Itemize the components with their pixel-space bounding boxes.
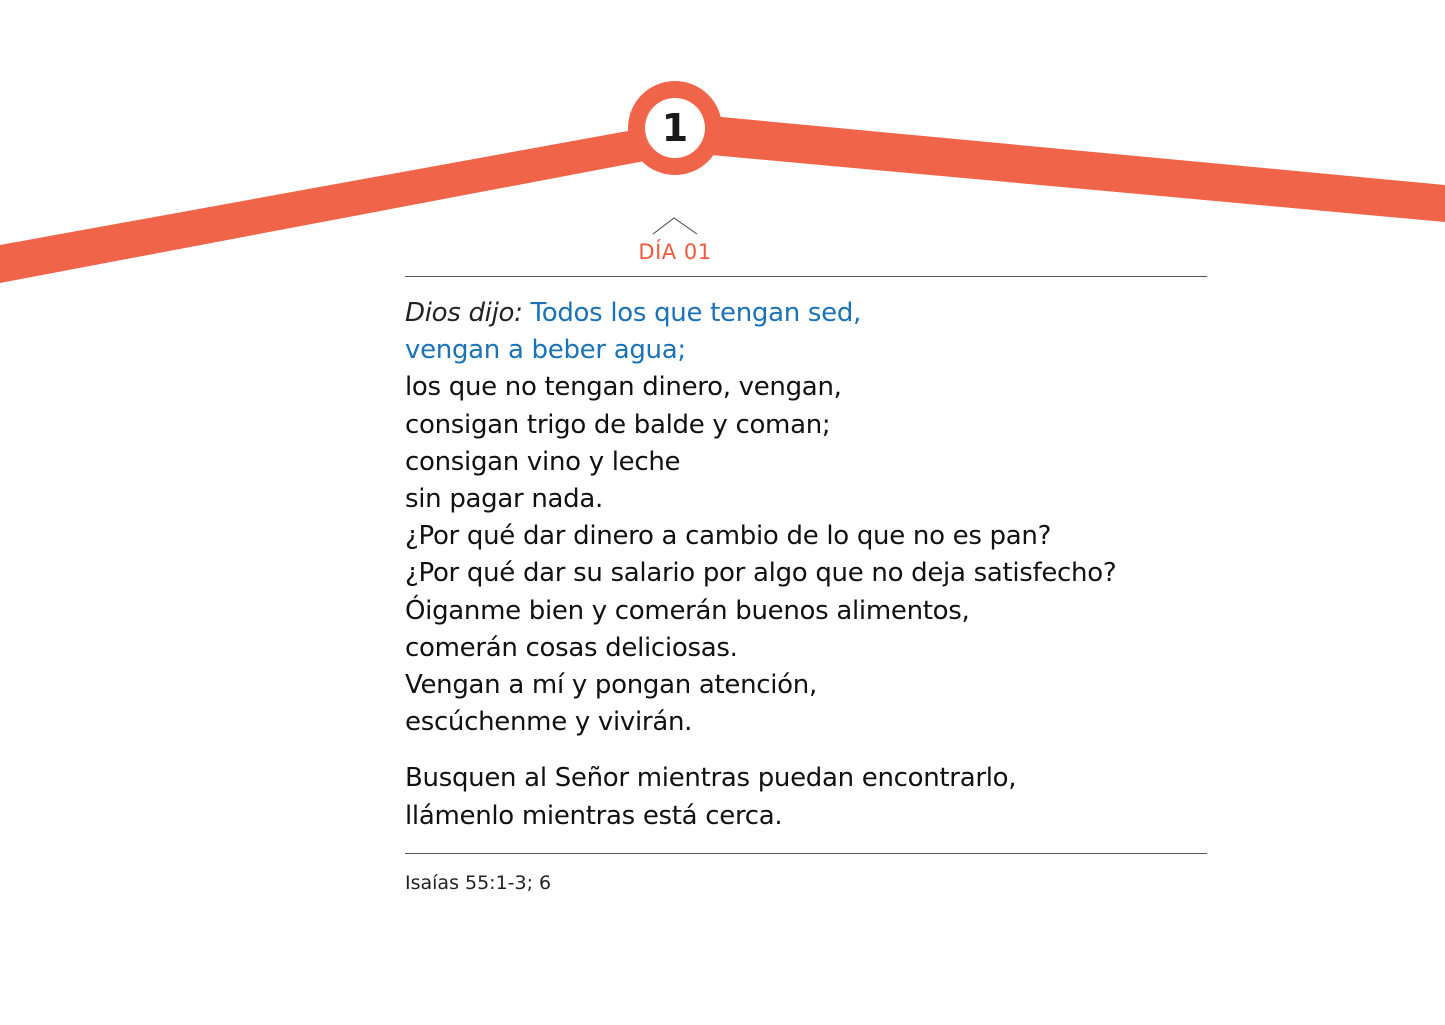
verse-line: Busquen al Señor mientras puedan encontrarlo,	[405, 763, 1017, 794]
verse-line: sin pagar nada.	[405, 484, 603, 515]
timeline-band-left	[0, 127, 650, 283]
divider-bottom	[405, 853, 1207, 854]
stanza-gap	[405, 741, 1225, 760]
verse-line	[405, 295, 1225, 332]
verse-line: Óiganme bien y comerán buenos alimentos,	[405, 595, 970, 626]
speaker-label: Dios dijo:	[405, 298, 523, 328]
verse-line: escúchenme y vivirán.	[405, 707, 693, 738]
caret-up-icon	[652, 216, 698, 236]
verse-line: consigan vino y leche	[405, 446, 681, 477]
verse-line: Vengan a mí y pongan atención,	[405, 670, 817, 701]
timeline-band-right	[700, 115, 1445, 222]
verse-line: consigan trigo de balde y coman;	[405, 409, 831, 440]
verse-line: comerán cosas deliciosas.	[405, 632, 738, 663]
highlighted-text: vengan a beber agua;	[405, 335, 686, 366]
day-number-badge: 1	[661, 106, 689, 150]
scripture-passage	[405, 295, 1225, 835]
verse-line: los que no tengan dinero, vengan,	[405, 372, 842, 403]
scripture-reference: Isaías 55:1-3; 6	[405, 872, 552, 894]
day-label: DÍA 01	[638, 240, 712, 264]
highlighted-text: Todos los que tengan sed,	[522, 298, 861, 328]
verse-line: ¿Por qué dar dinero a cambio de lo que no es pan?	[405, 521, 1052, 552]
verse-line: ¿Por qué dar su salario por algo que no deja satisfecho?	[405, 558, 1117, 589]
verse-line: llámenlo mientras está cerca.	[405, 800, 783, 831]
divider-top	[405, 276, 1207, 277]
